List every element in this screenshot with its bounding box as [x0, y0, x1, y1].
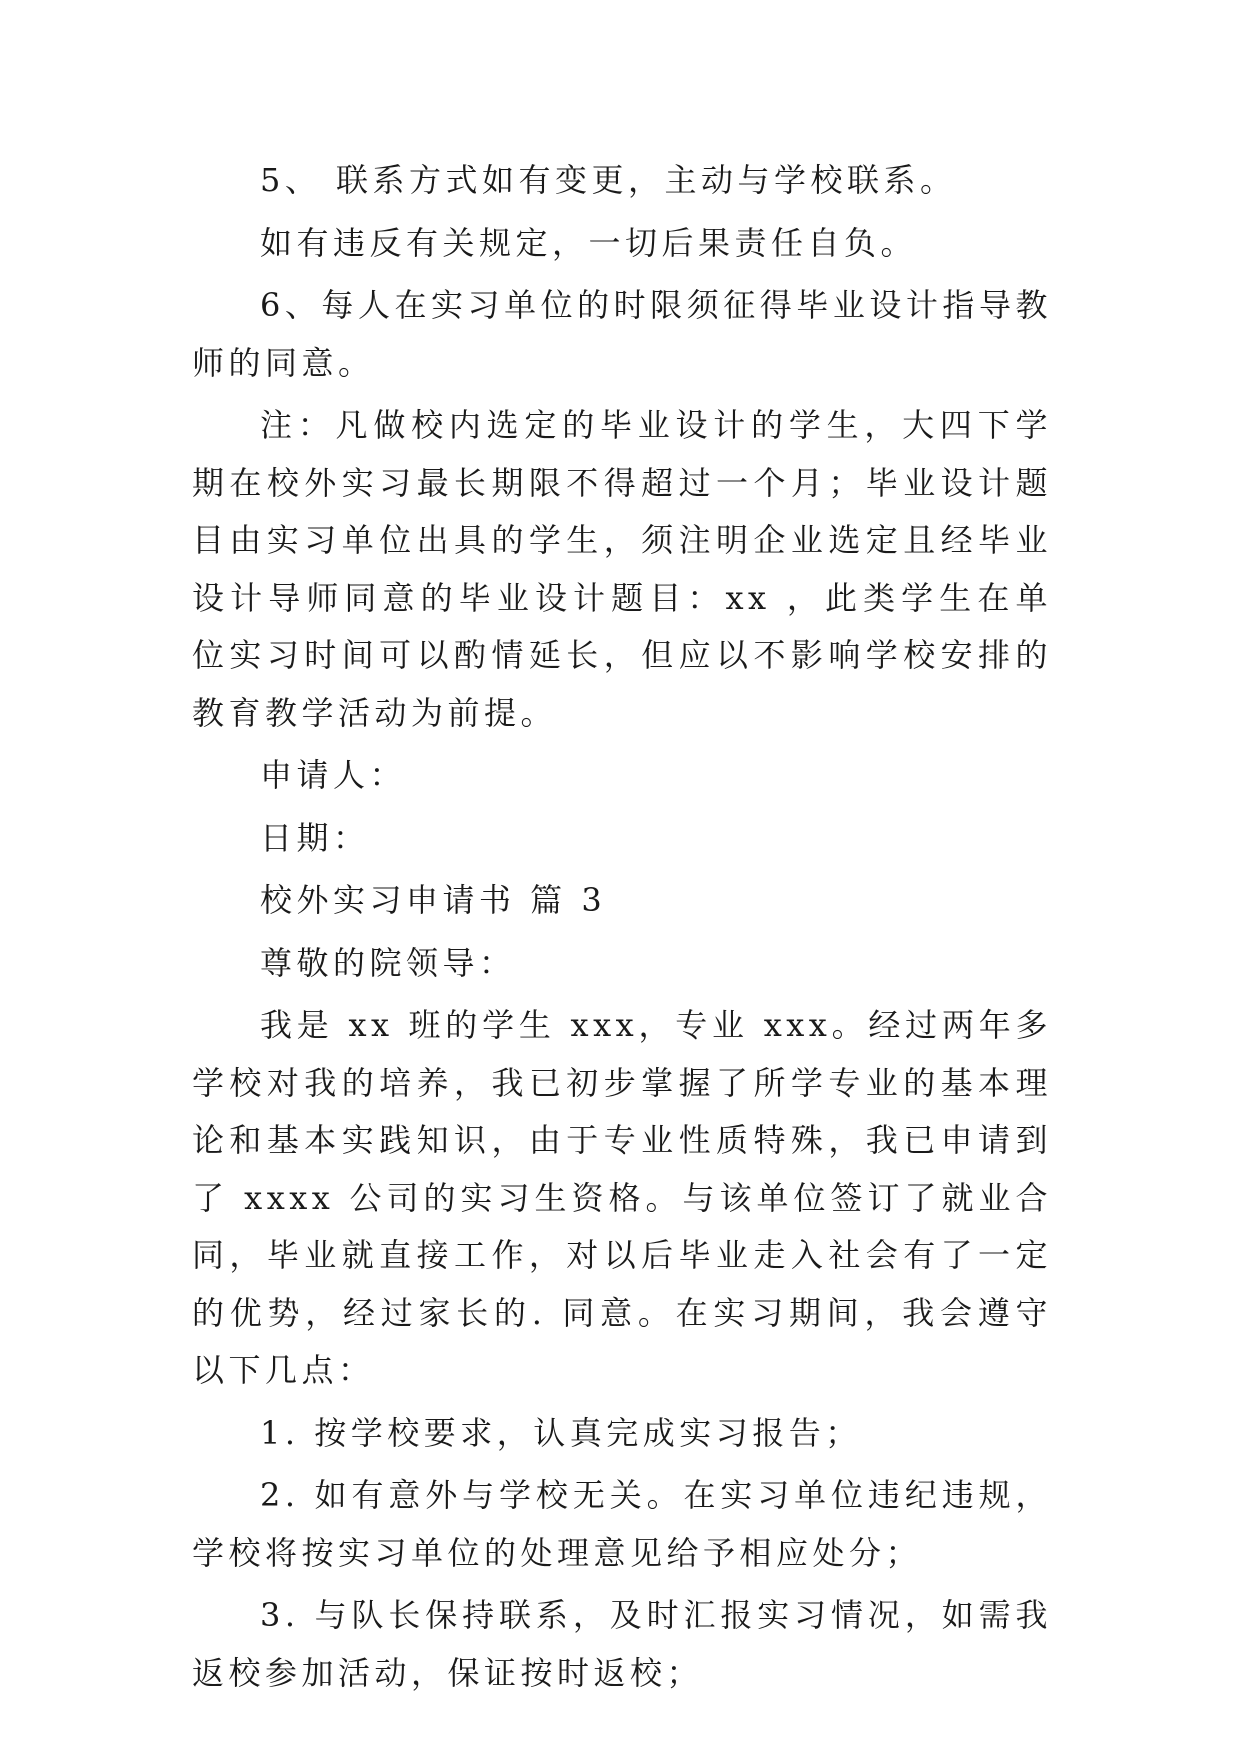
- violation-consequence: 如有违反有关规定，一切后果责任自负。: [260, 223, 918, 262]
- document-page: [192, 152, 1052, 1707]
- applicant-label: 申请人：: [260, 756, 407, 794]
- list-item-2: 2. 如有意外与学校无关。在实习单位违纪违规，学校将按实习单位的处理意见给予相应处分；: [192, 1476, 1052, 1572]
- salutation: 尊敬的院领导：: [260, 943, 516, 982]
- list-item-3: 3. 与队长保持联系，及时汇报实习情况，如需我返校参加活动，保证按时返校；: [192, 1596, 1052, 1692]
- section-title: 校外实习申请书 篇 3: [260, 881, 607, 919]
- item-5-contact-change: 5、 联系方式如有变更，主动与学校联系。: [260, 161, 957, 199]
- body-paragraph: 我是 xx 班的学生 xxx，专业 xxx。经过两年多学校对我的培养，我已初步掌握了所学专业的基本理论和基本实践知识，由于专业性质特殊，我已申请到了 xxxx 公司的实习生资格。与该单位签订了就业合同，毕业就直接工作，对以后毕业走入社会有了一定的优势，经过家长的. 同意。在实习期间，我会遵守以下几点：: [192, 1006, 1052, 1389]
- note-paragraph: 注：凡做校内选定的毕业设计的学生，大四下学期在校外实习最长期限不得超过一个月；毕业设计题目由实习单位出具的学生，须注明企业选定且经毕业设计导师同意的毕业设计题目：xx ，此类学生在单位实习时间可以酌情延长，但应以不影响学校安排的教育教学活动为前提。: [192, 406, 1052, 732]
- date-label: 日期：: [260, 818, 370, 857]
- item-6-time-limit: 6、每人在实习单位的时限须征得毕业设计指导教师的同意。: [192, 286, 1052, 382]
- list-item-1: 1. 按学校要求，认真完成实习报告；: [260, 1413, 862, 1452]
